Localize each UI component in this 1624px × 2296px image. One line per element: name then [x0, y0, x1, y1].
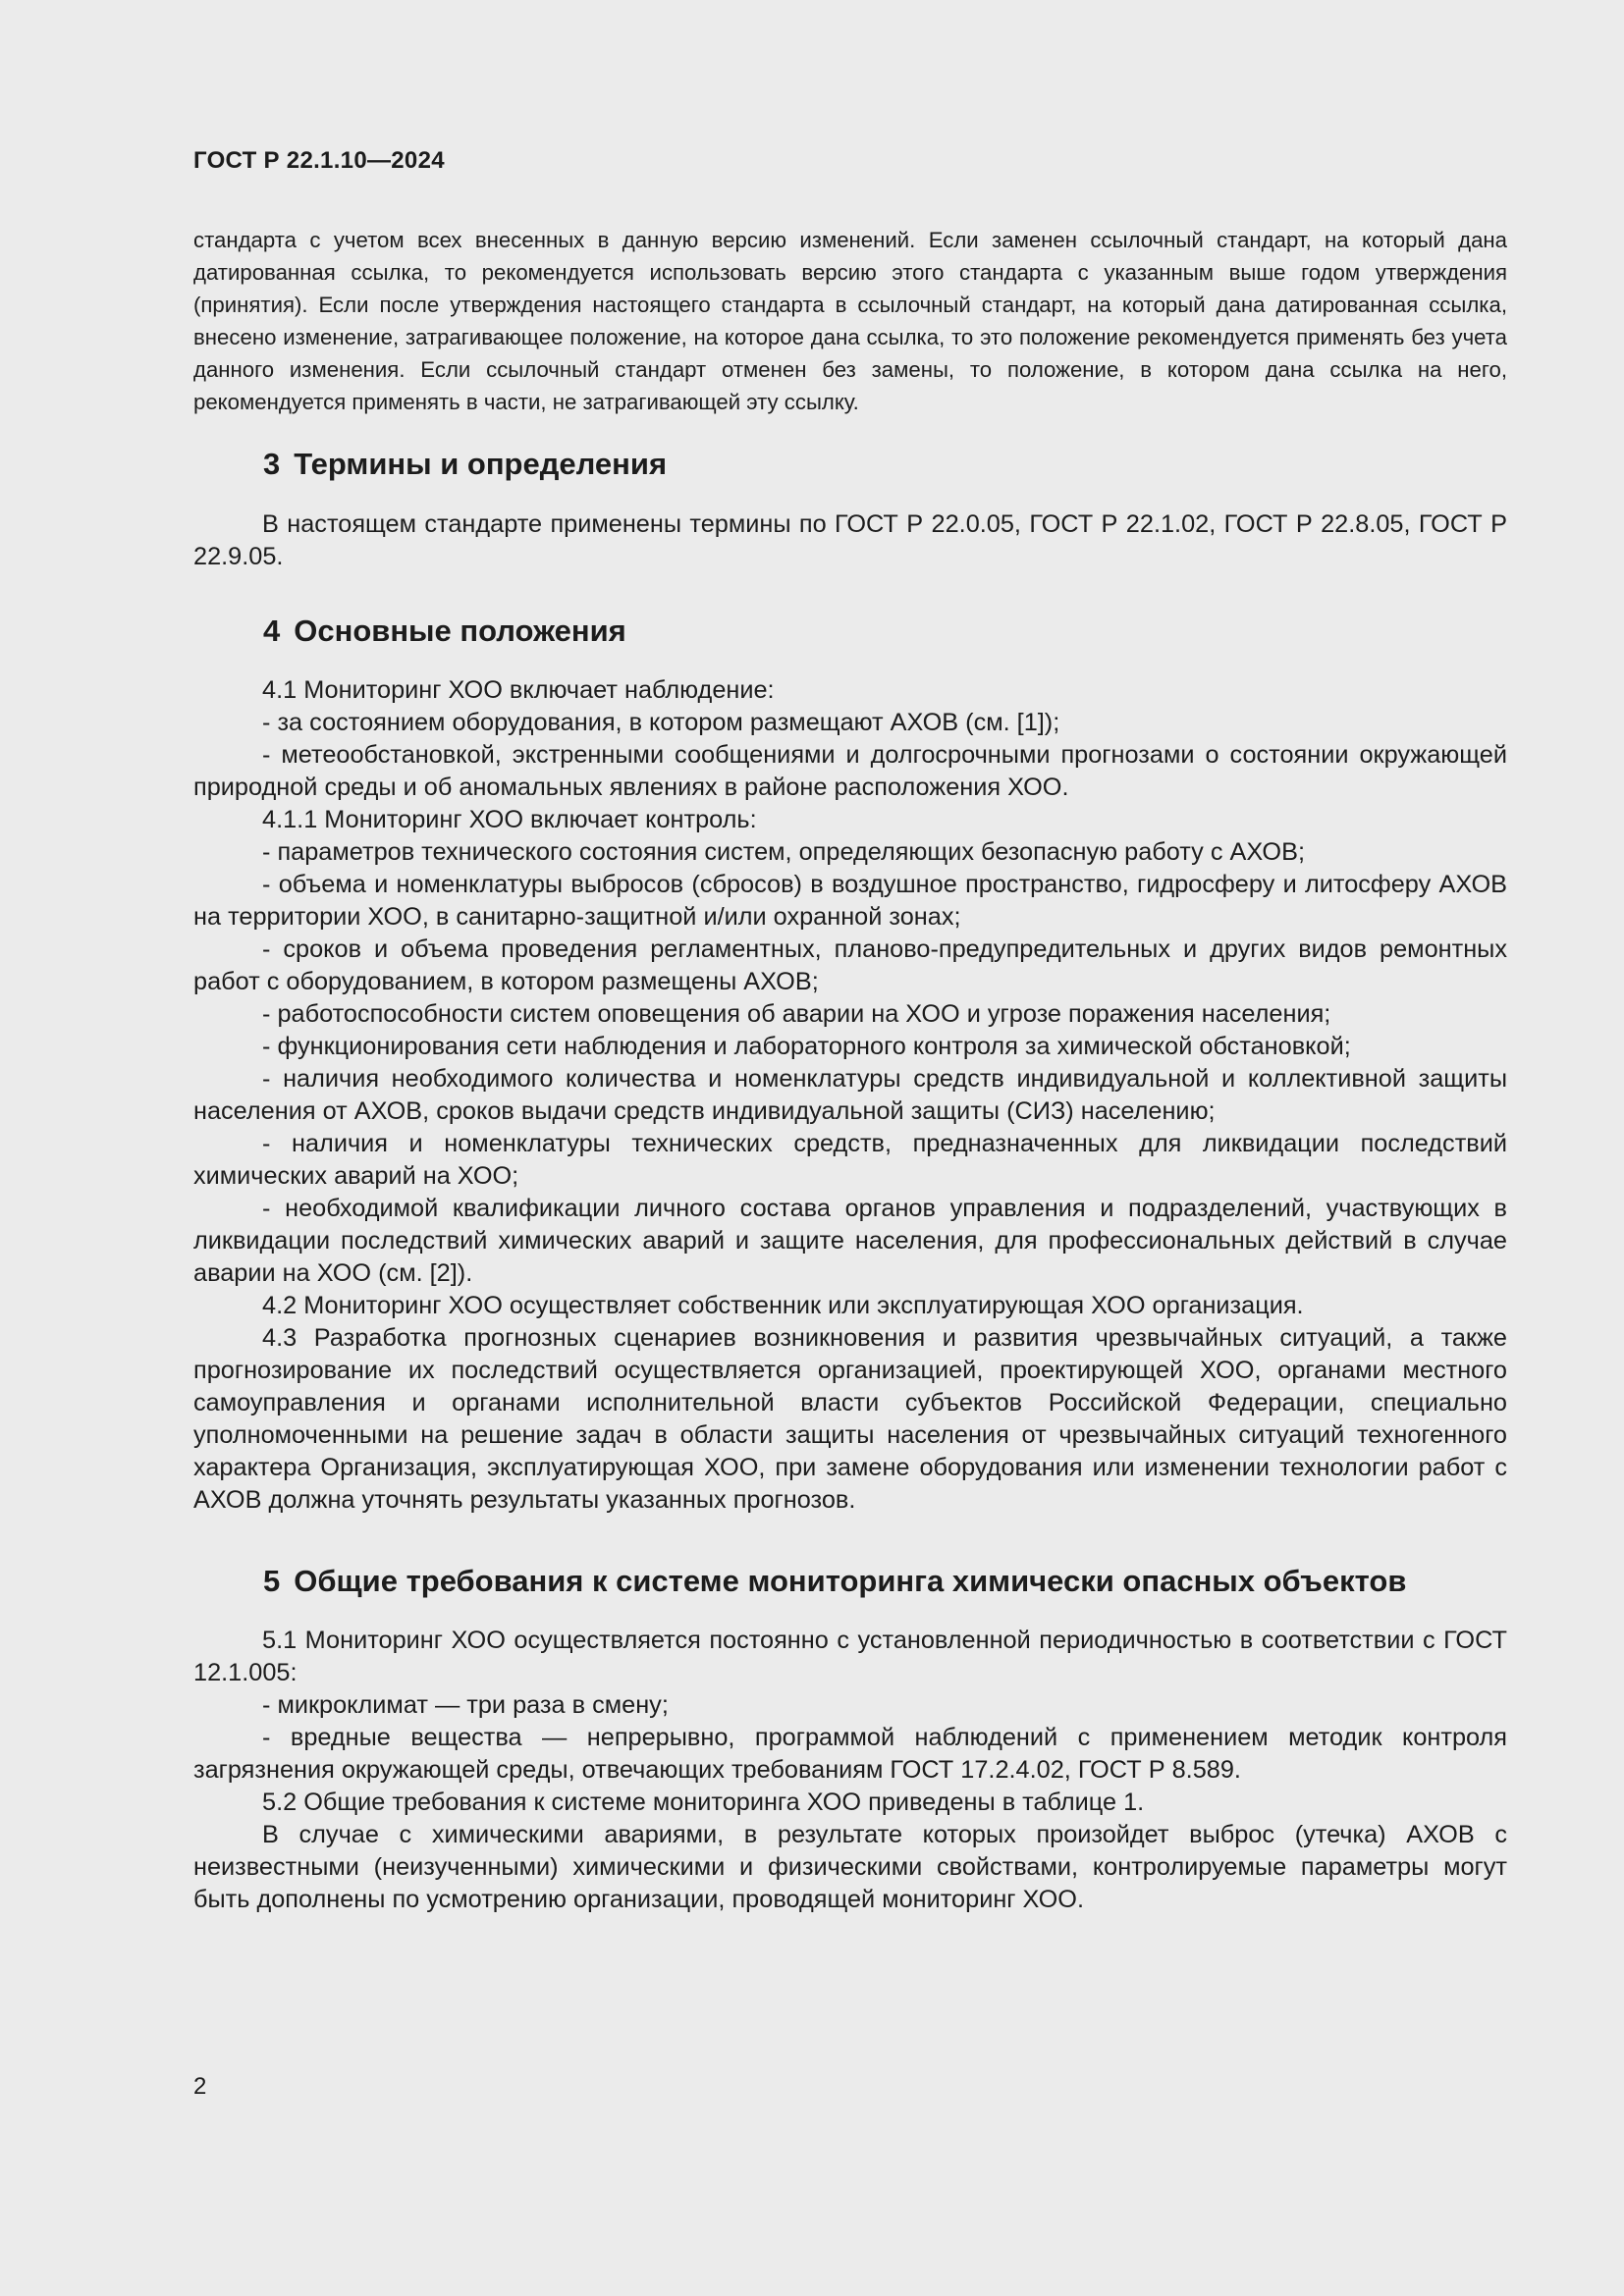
- list-item: - параметров технического состояния систем, определяющих безопасную работу с АХОВ;: [262, 838, 1305, 866]
- list-item: - наличия и номенклатуры технических средств, предназначенных для ликвидации последствий химических аварий на ХОО;: [193, 1130, 1507, 1190]
- section-4-body: [193, 674, 1507, 1517]
- section-5-title: Общие требования к системе мониторинга химически опасных объектов: [294, 1564, 1407, 1598]
- paragraph: 4.3 Разработка прогнозных сценариев возникновения и развития чрезвычайных ситуаций, а также прогнозирование их последствий осуществляется организацией, проектирующей ХОО, органами местного самоуправления и органами исполнительной власти субъектов Российской Федерации, специально уполномоченными на решение задач в области защиты населения от чрезвычайных ситуаций техногенного характера Организация, эксплуатирующая ХОО, при замене оборудования или изменении технологии работ с АХОВ должна уточнять результаты указанных прогнозов.: [193, 1324, 1507, 1514]
- intro-block: [193, 224, 1507, 418]
- document-header: ГОСТ Р 22.1.10—2024: [193, 147, 445, 174]
- paragraph: 5.1 Мониторинг ХОО осуществляется постоянно с установленной периодичностью в соответствии с ГОСТ 12.1.005:: [193, 1627, 1507, 1686]
- section-4-title: Основные положения: [294, 614, 626, 648]
- section-5-heading: [263, 1564, 1406, 1599]
- intro-paragraph: стандарта с учетом всех внесенных в данную версию изменений. Если заменен ссылочный стандарт, на который дана датированная ссылка, то рекомендуется использовать версию этого стандарта с указанным выше годом утверждения (принятия). Если после утверждения настоящего стандарта в ссылочный стандарт, на который дана датированная ссылка, внесено изменение, затрагивающее положение, на которое дана ссылка, то это положение рекомендуется применять без учета данного изменения. Если ссылочный стандарт отменен без замены, то положение, в котором дана ссылка на него, рекомендуется применять в части, не затрагивающей эту ссылку.: [193, 228, 1507, 414]
- section-5-number: 5: [263, 1564, 281, 1598]
- list-item: - работоспособности систем оповещения об аварии на ХОО и угрозе поражения населения;: [262, 1000, 1331, 1028]
- list-item: - функционирования сети наблюдения и лабораторного контроля за химической обстановкой;: [262, 1033, 1351, 1060]
- section-3-heading: [263, 447, 667, 482]
- paragraph: 5.2 Общие требования к системе мониторинга ХОО приведены в таблице 1.: [262, 1789, 1145, 1816]
- list-item: - вредные вещества — непрерывно, программой наблюдений с применением методик контроля загрязнения окружающей среды, отвечающих требованиям ГОСТ 17.2.4.02, ГОСТ Р 8.589.: [193, 1724, 1507, 1784]
- list-item: - сроков и объема проведения регламентных, планово-предупредительных и других видов ремонтных работ с оборудованием, в котором размещены АХОВ;: [193, 935, 1507, 995]
- list-item: - наличия необходимого количества и номенклатуры средств индивидуальной и коллективной защиты населения от АХОВ, сроков выдачи средств индивидуальной защиты (СИЗ) населению;: [193, 1065, 1507, 1125]
- section-3-number: 3: [263, 447, 281, 481]
- paragraph: 4.1.1 Мониторинг ХОО включает контроль:: [262, 806, 757, 833]
- section-3-title: Термины и определения: [294, 447, 668, 481]
- section-4-number: 4: [263, 614, 281, 648]
- section-3-body: [193, 508, 1507, 573]
- list-item: - необходимой квалификации личного состава органов управления и подразделений, участвующих в ликвидации последствий химических аварий и защите населения, для профессиональных действий в случае аварии на ХОО (см. [2]).: [193, 1195, 1507, 1287]
- section-5-body: [193, 1625, 1507, 1916]
- paragraph: В случае с химическими авариями, в результате которых произойдет выброс (утечка) АХОВ с неизвестными (неизученными) химическими и физическими свойствами, контролируемые параметры могут быть дополнены по усмотрению организации, проводящей мониторинг ХОО.: [193, 1821, 1507, 1913]
- page-number: 2: [193, 2073, 207, 2100]
- list-item: - объема и номенклатуры выбросов (сбросов) в воздушное пространство, гидросферу и литосферу АХОВ на территории ХОО, в санитарно-защитной и/или охранной зонах;: [193, 871, 1507, 931]
- paragraph: В настоящем стандарте применены термины по ГОСТ Р 22.0.05, ГОСТ Р 22.1.02, ГОСТ Р 22.8.05, ГОСТ Р 22.9.05.: [193, 510, 1507, 570]
- list-item: - метеообстановкой, экстренными сообщениями и долгосрочными прогнозами о состоянии окружающей природной среды и об аномальных явлениях в районе расположения ХОО.: [193, 741, 1507, 801]
- list-item: - за состоянием оборудования, в котором размещают АХОВ (см. [1]);: [262, 709, 1060, 736]
- paragraph: 4.2 Мониторинг ХОО осуществляет собственник или эксплуатирующая ХОО организация.: [262, 1292, 1304, 1319]
- list-item: - микроклимат — три раза в смену;: [262, 1691, 669, 1719]
- section-4-heading: [263, 614, 626, 649]
- paragraph: 4.1 Мониторинг ХОО включает наблюдение:: [262, 676, 775, 704]
